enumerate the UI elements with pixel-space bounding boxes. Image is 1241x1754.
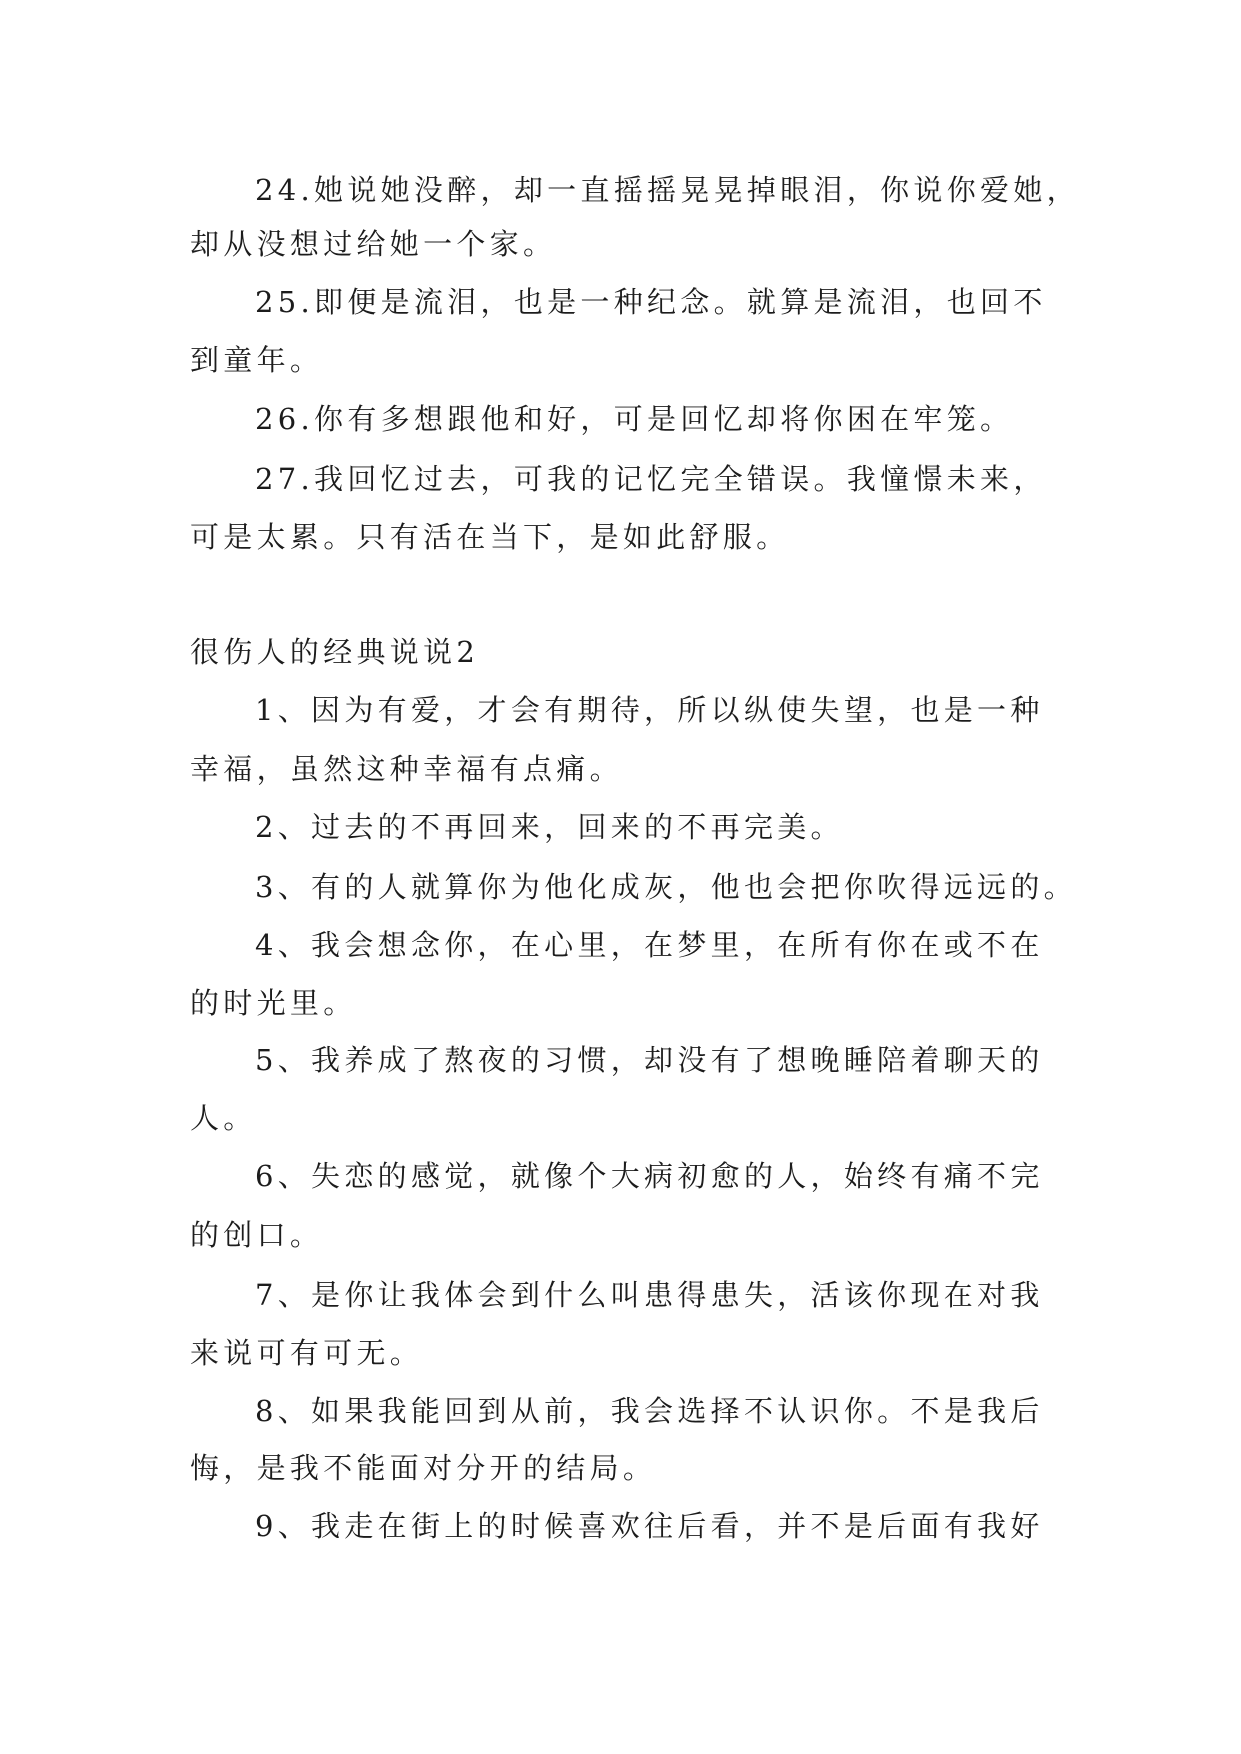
- paragraph-line: 来说可有可无。: [190, 1336, 424, 1370]
- section-heading: 很伤人的经典说说2: [190, 635, 480, 669]
- paragraph-line: 的创口。: [190, 1218, 324, 1252]
- paragraph-line: 4、我会想念你，在心里，在梦里，在所有你在或不在: [255, 928, 1044, 962]
- paragraph-line: 6、失恋的感觉，就像个大病初愈的人，始终有痛不完: [255, 1159, 1044, 1193]
- paragraph-line: 26.你有多想跟他和好，可是回忆却将你困在牢笼。: [255, 402, 1014, 436]
- paragraph-line: 9、我走在街上的时候喜欢往后看，并不是后面有我好: [255, 1509, 1044, 1543]
- paragraph-line: 27.我回忆过去，可我的记忆完全错误。我憧憬未来，: [255, 462, 1047, 496]
- paragraph-line: 却从没想过给她一个家。: [190, 227, 557, 261]
- paragraph-line: 1、因为有爱，才会有期待，所以纵使失望，也是一种: [255, 693, 1044, 727]
- paragraph-line: 悔，是我不能面对分开的结局。: [190, 1451, 657, 1485]
- paragraph-line: 到童年。: [190, 343, 324, 377]
- paragraph-line: 可是太累。只有活在当下，是如此舒服。: [190, 520, 790, 554]
- paragraph-line: 2、过去的不再回来，回来的不再完美。: [255, 810, 844, 844]
- paragraph-line: 8、如果我能回到从前，我会选择不认识你。不是我后: [255, 1394, 1044, 1428]
- paragraph-line: 幸福，虽然这种幸福有点痛。: [190, 752, 623, 786]
- paragraph-line: 3、有的人就算你为他化成灰，他也会把你吹得远远的。: [255, 870, 1077, 904]
- paragraph-line: 7、是你让我体会到什么叫患得患失，活该你现在对我: [255, 1278, 1044, 1312]
- paragraph-line: 24.她说她没醉，却一直摇摇晃晃掉眼泪，你说你爱她，: [255, 173, 1080, 207]
- paragraph-line: 5、我养成了熬夜的习惯，却没有了想晚睡陪着聊天的: [255, 1043, 1044, 1077]
- paragraph-line: 的时光里。: [190, 986, 357, 1020]
- paragraph-line: 人。: [190, 1101, 257, 1135]
- paragraph-line: 25.即便是流泪，也是一种纪念。就算是流泪，也回不: [255, 285, 1047, 319]
